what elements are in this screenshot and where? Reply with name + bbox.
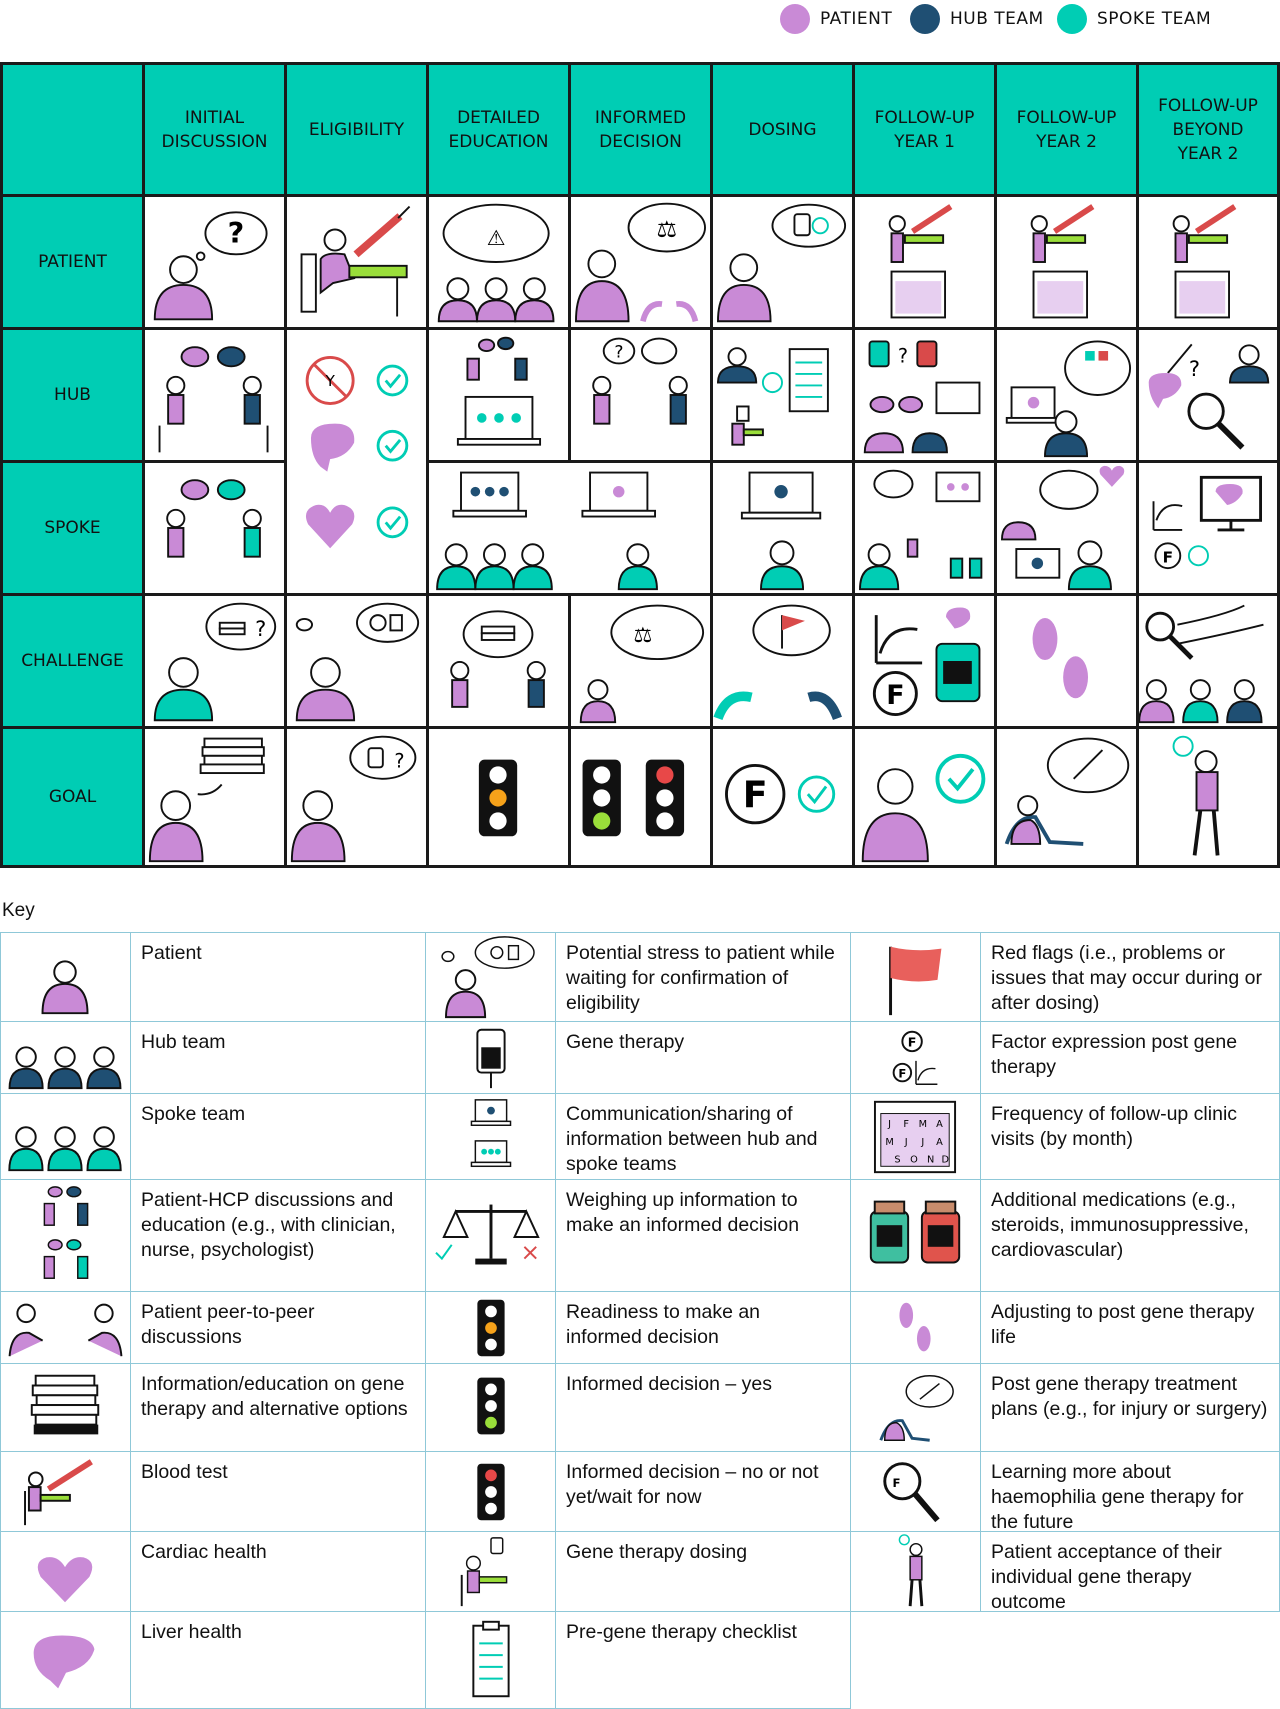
check-icon [937, 756, 983, 802]
column-label: FOLLOW-UP YEAR 1 [874, 107, 975, 152]
svg-text:F: F [892, 1476, 901, 1491]
hub-team-icon [439, 278, 554, 321]
cell-hub-informed-decision [568, 327, 713, 463]
calendar-month: J [888, 1119, 892, 1131]
key-label: Hub team [130, 1021, 426, 1094]
calendar-month: M [885, 1136, 894, 1148]
row-header [0, 593, 145, 729]
key-label: Adjusting to post gene therapy life [980, 1291, 1280, 1364]
row-label: HUB [54, 385, 91, 405]
key-label: Communication/sharing of information between hub and spoke teams [555, 1093, 851, 1180]
cell-hub-follow-up-year-2 [994, 327, 1139, 463]
key-label: Patient [130, 932, 426, 1022]
calendar-month: A [936, 1136, 943, 1148]
cell-goal-detailed-education [426, 726, 571, 868]
key-icon-cell [0, 1021, 131, 1094]
thought-bubble-icon [191, 212, 267, 268]
cell-hub-follow-up-year-1 [852, 327, 997, 463]
calendar-month: A [936, 1119, 943, 1131]
iv-bag-icon [794, 214, 809, 235]
dosing-icon [462, 1538, 507, 1606]
books-icon [482, 627, 514, 640]
traffic-light-amber-icon [479, 760, 517, 837]
key-icon-cell [425, 1531, 556, 1612]
liver-icon [311, 424, 354, 472]
legend-item-patient [780, 4, 892, 34]
spoke-team-icon [437, 544, 552, 589]
monitor-icon [1201, 477, 1260, 530]
svg-text:?: ? [394, 749, 405, 773]
cell-challenge-follow-up-year-2 [994, 593, 1139, 729]
svg-text:?: ? [227, 215, 245, 250]
heart-icon [306, 505, 354, 548]
footprints-icon [1033, 618, 1088, 698]
calendar-icon [1034, 272, 1088, 318]
key-icon-cell [850, 1291, 981, 1364]
hub-swatch [910, 4, 940, 34]
key-icon-cell [850, 1531, 981, 1612]
key-label: Blood test [130, 1451, 426, 1532]
footprints-icon [899, 1303, 930, 1352]
key-icon-cell [0, 1093, 131, 1180]
calendar-month: J [904, 1136, 908, 1148]
magnifier-dna-icon [1189, 394, 1243, 448]
cell-spoke-follow-up-year-2 [994, 460, 1139, 596]
traffic-light-amber-icon [477, 1300, 504, 1356]
factor-expression-icon [894, 1032, 938, 1085]
cell-spoke-follow-up-beyond [1136, 460, 1280, 596]
laptop-icon [1016, 549, 1059, 578]
cell-patient-follow-up-year-2 [994, 194, 1139, 330]
laptop-icon [453, 473, 526, 517]
legend [780, 0, 1280, 40]
cell-challenge-detailed-education [426, 593, 571, 729]
key-icon-cell [0, 1179, 131, 1292]
scales-icon [436, 1205, 538, 1265]
cell-patient-follow-up-beyond [1136, 194, 1280, 330]
svg-text:?: ? [1188, 355, 1201, 381]
row-label: GOAL [48, 787, 97, 807]
svg-text:Y: Y [325, 372, 335, 391]
key-table [0, 932, 1280, 1709]
key-label: Red flags (i.e., problems or issues that may occur during or after dosing) [980, 932, 1280, 1022]
svg-text:?: ? [255, 616, 267, 642]
row-header [0, 460, 145, 596]
key-label: Additional medications (e.g., steroids, immunosuppressive, cardiovascular) [980, 1179, 1280, 1292]
key-label: Liver health [130, 1611, 426, 1709]
cell-patient-informed-decision [568, 194, 713, 330]
column-header [142, 62, 287, 197]
column-header [284, 62, 429, 197]
key-label: Potential stress to patient while waiting for confirmation of eligibility [555, 932, 851, 1022]
liver-icon [1149, 373, 1182, 408]
dosing-icon [732, 406, 763, 444]
calendar-month: N [926, 1154, 935, 1166]
books-icon [220, 623, 245, 634]
patient-hcp-discussion-icon [167, 510, 261, 557]
cell-patient-eligibility [284, 194, 429, 330]
traffic-light-red-icon [477, 1464, 504, 1521]
cell-challenge-initial-discussion [142, 593, 287, 729]
row-header [0, 726, 145, 868]
hub-team-icon [10, 1047, 121, 1088]
liver-icon [34, 1636, 95, 1689]
key-icon-cell [425, 932, 556, 1022]
calendar-month: O [910, 1154, 918, 1166]
patient-hcp-discussion-icon [451, 662, 545, 707]
patient-hcp-discussion-icon [44, 1187, 87, 1278]
patient-journey-matrix [0, 62, 1280, 868]
key-icon-cell [425, 1291, 556, 1364]
key-icon-cell [0, 932, 131, 1022]
svg-text:F: F [886, 680, 905, 712]
magnifier-dna-icon [885, 1464, 938, 1521]
iv-bag-icon [368, 748, 382, 767]
cell-challenge-eligibility [284, 593, 429, 729]
patient-icon [155, 256, 212, 319]
key-icon-cell [425, 1179, 556, 1292]
blood-test-icon [302, 207, 410, 317]
cell-challenge-informed-decision [568, 593, 713, 729]
key-label: Post gene therapy treatment plans (e.g., for injury or surgery) [980, 1363, 1280, 1452]
legend-item-spoke [1057, 4, 1211, 34]
medication-bottles-icon [871, 1202, 959, 1263]
traffic-light-green-icon [583, 760, 621, 837]
calendar-month: D [941, 1154, 950, 1166]
red-flag-icon [891, 947, 942, 1015]
row-label: PATIENT [38, 252, 107, 272]
laptop-icon [582, 473, 655, 517]
key-icon-cell [850, 1021, 981, 1094]
column-label: FOLLOW-UP YEAR 2 [1016, 107, 1117, 152]
cell-goal-follow-up-year-2 [994, 726, 1139, 868]
key-icon-cell [850, 1363, 981, 1452]
key-title: Key [2, 900, 35, 921]
key-icon-cell [0, 1531, 131, 1612]
patient-icon [576, 251, 629, 322]
column-label: INITIAL DISCUSSION [161, 107, 268, 152]
key-icon-cell [0, 1451, 131, 1532]
waiting-stress-icon [442, 937, 534, 1017]
acceptance-icon [1174, 737, 1218, 856]
treatment-plan-icon [881, 1376, 953, 1441]
calendar-icon [1176, 272, 1230, 318]
key-label: Frequency of follow-up clinic visits (by month) [980, 1093, 1280, 1180]
books-icon [201, 739, 264, 773]
checklist-icon [473, 1622, 508, 1696]
cell-goal-follow-up-year-1 [852, 726, 997, 868]
cell-goal-informed-decision [568, 726, 713, 868]
traffic-light-red-icon [646, 760, 684, 837]
calendar-icon [892, 272, 946, 318]
cell-patient-initial-discussion [142, 194, 287, 330]
cell-hub-initial-discussion [142, 327, 287, 463]
key-label: Cardiac health [130, 1531, 426, 1612]
svg-text:F: F [907, 1034, 917, 1050]
laptop-icon [936, 473, 979, 502]
factor-expression-icon [726, 765, 783, 822]
scales-icon: ⚖ [633, 621, 653, 647]
key-icon-cell [850, 1451, 981, 1532]
cell-patient-dosing [710, 194, 855, 330]
legend-label: HUB TEAM [950, 9, 1044, 29]
cell-patient-detailed-education [426, 194, 571, 330]
key-icon-cell [0, 1291, 131, 1364]
check-icon [763, 373, 782, 392]
laptops-icon [471, 1100, 510, 1166]
column-header [710, 62, 855, 197]
patient-swatch [780, 4, 810, 34]
calendar-month: M [918, 1119, 928, 1131]
cell-challenge-follow-up-year-1 [852, 593, 997, 729]
check-icon [378, 508, 407, 537]
key-label: Spoke team [130, 1093, 426, 1180]
treatment-plan-icon [1048, 739, 1128, 793]
row-header [0, 194, 145, 330]
key-label: Informed decision – yes [555, 1363, 851, 1452]
svg-text:F: F [742, 773, 768, 817]
checklist-icon [790, 349, 828, 411]
traffic-light-green-icon [477, 1378, 504, 1435]
cell-goal-eligibility [284, 726, 429, 868]
calendar-icon [875, 1102, 955, 1172]
warning-icon: ⚠ [486, 224, 506, 250]
column-header [994, 62, 1139, 197]
books-icon [32, 1376, 98, 1435]
heart-icon [1100, 466, 1125, 487]
legend-label: PATIENT [820, 9, 893, 29]
key-label: Readiness to make an informed decision [555, 1291, 851, 1364]
laptop-icon [742, 473, 820, 519]
key-icon-cell [850, 1093, 981, 1180]
column-label: ELIGIBILITY [308, 119, 405, 140]
legend-label: SPOKE TEAM [1097, 9, 1212, 29]
column-label: DETAILED EDUCATION [448, 107, 549, 152]
key-label: Gene therapy [555, 1021, 851, 1094]
column-label: INFORMED DECISION [594, 107, 687, 152]
key-label: Gene therapy dosing [555, 1531, 851, 1612]
column-label: FOLLOW-UP BEYOND YEAR 2 [1158, 95, 1258, 164]
cell-challenge-dosing [710, 593, 855, 729]
key-icon-cell [425, 1451, 556, 1532]
row-label: SPOKE [44, 518, 101, 538]
svg-text:?: ? [614, 342, 624, 363]
cell-hub-detailed-education [426, 327, 571, 463]
cell-goal-dosing [710, 726, 855, 868]
iv-bag-icon [477, 1030, 504, 1088]
column-label: DOSING [748, 119, 817, 140]
key-icon-cell [0, 1363, 131, 1452]
cell-hub-dosing [710, 327, 855, 463]
laptop-icon [1007, 387, 1060, 422]
column-header [426, 62, 571, 197]
key-icon-cell [850, 1179, 981, 1292]
row-header [0, 327, 145, 463]
cell-patient-follow-up-year-1 [852, 194, 997, 330]
calendar-month: S [894, 1154, 901, 1166]
column-header [568, 62, 713, 197]
check-icon [378, 366, 407, 395]
cell-hub-spoke-eligibility [284, 327, 429, 596]
row-label: CHALLENGE [21, 651, 124, 671]
medication-bottles-icon [936, 644, 979, 701]
key-icon-cell [425, 1093, 556, 1180]
spoke-team-icon [9, 1127, 120, 1170]
patient-hcp-discussion-icon [593, 377, 687, 424]
check-icon [1189, 546, 1208, 565]
column-header [1136, 62, 1280, 197]
key-icon-cell [425, 1021, 556, 1094]
key-label: Information/education on gene therapy and alternative options [130, 1363, 426, 1452]
patient-icon [718, 254, 771, 321]
magnifier-dna-icon [1147, 613, 1192, 658]
key-label: Patient-HCP discussions and education (e.g., with clinician, nurse, psychologist) [130, 1179, 426, 1292]
heart-icon [38, 1557, 92, 1602]
waiting-stress-icon [297, 604, 418, 642]
calendar-month: J [921, 1136, 925, 1148]
cell-goal-initial-discussion [142, 726, 287, 868]
key-label: Pre-gene therapy checklist [555, 1611, 851, 1709]
scales-icon: ⚖ [656, 217, 678, 244]
cell-hub-follow-up-beyond [1136, 327, 1280, 463]
key-label: Patient peer-to-peer discussions [130, 1291, 426, 1364]
key-icon-cell [0, 1611, 131, 1709]
calendar-month: F [903, 1119, 910, 1131]
liver-icon [946, 607, 970, 628]
key-label: Patient acceptance of their individual gene therapy outcome [980, 1531, 1280, 1612]
key-icon-cell [425, 1363, 556, 1452]
cell-spoke-education-decision [426, 460, 713, 596]
key-icon-cell [850, 932, 981, 1022]
patient-hcp-discussion-icon [160, 377, 268, 453]
column-header [852, 62, 997, 197]
key-icon-cell [425, 1611, 556, 1709]
corner-header [0, 62, 145, 197]
svg-text:F: F [898, 1066, 907, 1081]
key-label: Informed decision – no or not yet/wait for now [555, 1451, 851, 1532]
blood-test-icon [25, 1462, 91, 1525]
key-label: Learning more about haemophilia gene therapy for the future [980, 1451, 1280, 1532]
laptop-icon [458, 397, 540, 445]
svg-text:?: ? [897, 344, 909, 368]
spoke-swatch [1057, 4, 1087, 34]
key-label: Factor expression post gene therapy [980, 1021, 1280, 1094]
peer-discussion-icon [643, 304, 696, 321]
cell-spoke-follow-up-year-1 [852, 460, 997, 596]
legend-item-hub [910, 4, 1044, 34]
peer-discussion-icon [10, 1305, 122, 1357]
no-antibodies-icon [307, 357, 353, 403]
cell-challenge-follow-up-beyond [1136, 593, 1280, 729]
cell-spoke-dosing [710, 460, 855, 596]
acceptance-icon [899, 1535, 921, 1606]
factor-chart-icon [1154, 501, 1183, 530]
key-label: Weighing up information to make an informed decision [555, 1179, 851, 1292]
patient-icon [43, 961, 88, 1013]
cell-goal-follow-up-beyond [1136, 726, 1280, 868]
cell-spoke-initial-discussion [142, 460, 287, 596]
factor-chart-icon [876, 615, 922, 663]
check-icon [799, 777, 833, 811]
check-icon [378, 431, 407, 460]
svg-text:F: F [1162, 548, 1174, 567]
